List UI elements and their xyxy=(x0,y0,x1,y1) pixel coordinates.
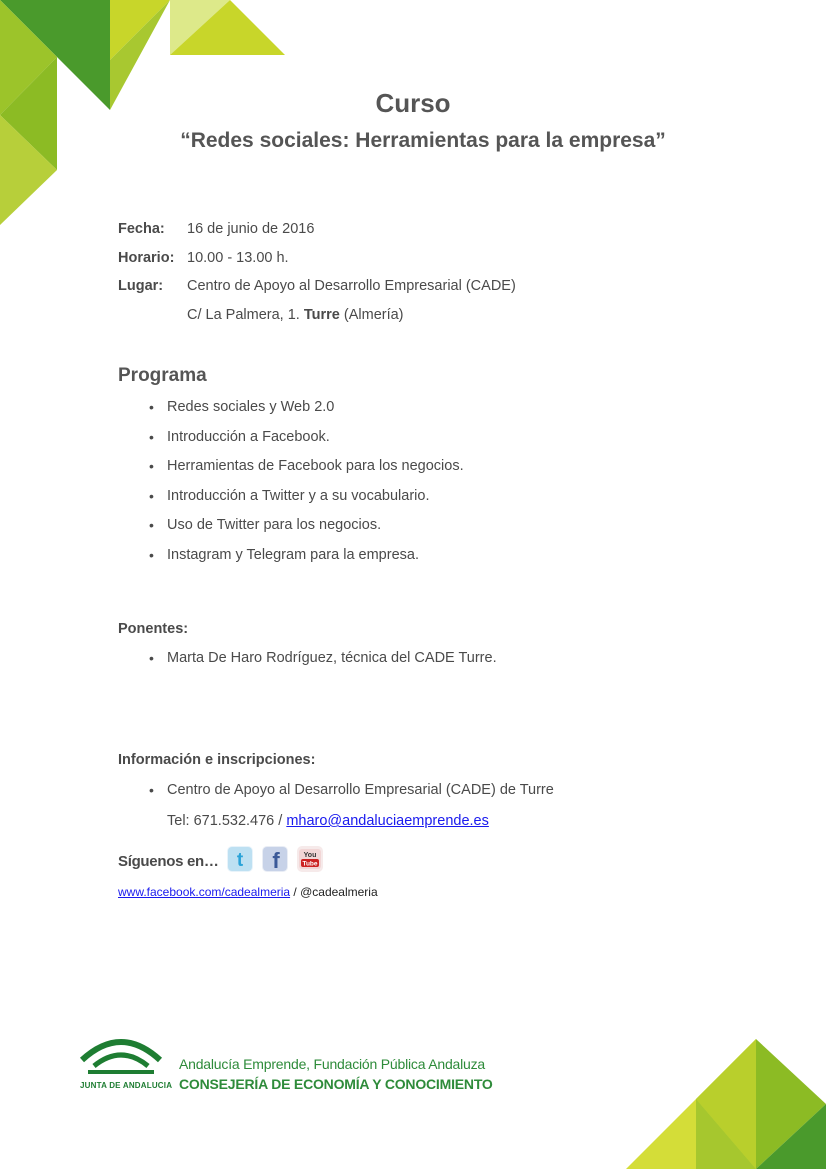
org-name-line2: CONSEJERÍA DE ECONOMÍA Y CONOCIMIENTO xyxy=(179,1076,493,1092)
contact-line xyxy=(167,813,489,829)
fecha-row xyxy=(118,221,314,237)
list-item: • Centro de Apoyo al Desarrollo Empresarial (CADE) de Turre xyxy=(149,782,554,812)
facebook-link[interactable]: www.facebook.com/cadealmeria xyxy=(118,885,291,899)
link-separator: / xyxy=(290,885,301,899)
youtube-icon[interactable] xyxy=(297,846,323,872)
course-title: Curso xyxy=(375,88,451,118)
org-name-line1: Andalucía Emprende, Fundación Pública Andaluza xyxy=(179,1056,486,1072)
list-item: • Instagram y Telegram para la empresa. xyxy=(149,547,464,577)
social-links xyxy=(118,885,378,899)
horario-row xyxy=(118,250,289,266)
email-link[interactable]: mharo@andaluciaemprende.es xyxy=(286,813,489,829)
course-subtitle: “Redes sociales: Herramientas para la empresa” xyxy=(180,129,666,152)
list-item: • Redes sociales y Web 2.0 xyxy=(149,399,464,429)
address-prefix: C/ La Palmera, 1. xyxy=(187,307,304,323)
lugar-value: Centro de Apoyo al Desarrollo Empresarial (CADE) xyxy=(187,278,516,294)
svg-text:Tube: Tube xyxy=(302,860,318,868)
programa-list xyxy=(149,399,464,577)
follow-us-label: Síguenos en… xyxy=(118,853,219,870)
horario-value: 10.00 - 13.00 h. xyxy=(187,250,289,266)
twitter-handle: @cadealmeria xyxy=(300,885,378,899)
lugar-row xyxy=(118,278,516,294)
address-suffix: (Almería) xyxy=(339,307,404,323)
list-item: • Marta De Haro Rodríguez, técnica del CADE Turre. xyxy=(149,650,497,680)
lugar-label: Lugar: xyxy=(118,278,164,294)
list-item: • Herramientas de Facebook para los negocios. xyxy=(149,458,464,488)
svg-text:t: t xyxy=(236,850,244,871)
ponentes-list xyxy=(149,650,497,680)
facebook-icon[interactable] xyxy=(262,846,288,872)
list-item: • Introducción a Facebook. xyxy=(149,429,464,459)
list-item: • Introducción a Twitter y a su vocabulario. xyxy=(149,488,464,518)
fecha-value: 16 de junio de 2016 xyxy=(187,221,315,237)
phone-number: Tel: 671.532.476 / xyxy=(167,813,287,829)
fecha-label: Fecha: xyxy=(118,221,165,237)
inscripciones-list xyxy=(149,782,554,812)
list-item: • Uso de Twitter para los negocios. xyxy=(149,517,464,547)
inscripciones-heading: Información e inscripciones: xyxy=(118,752,316,768)
address-town: Turre xyxy=(303,307,340,323)
svg-text:f: f xyxy=(272,848,280,872)
address xyxy=(187,307,404,323)
svg-text:You: You xyxy=(303,852,317,859)
twitter-icon[interactable] xyxy=(227,846,253,872)
programa-heading: Programa xyxy=(118,365,207,386)
decorative-triangles-bottom-right xyxy=(626,1034,826,1169)
junta-logo-text: JUNTA DE ANDALUCIA xyxy=(80,1081,173,1090)
ponentes-heading: Ponentes: xyxy=(118,621,189,637)
horario-label: Horario: xyxy=(118,250,175,266)
